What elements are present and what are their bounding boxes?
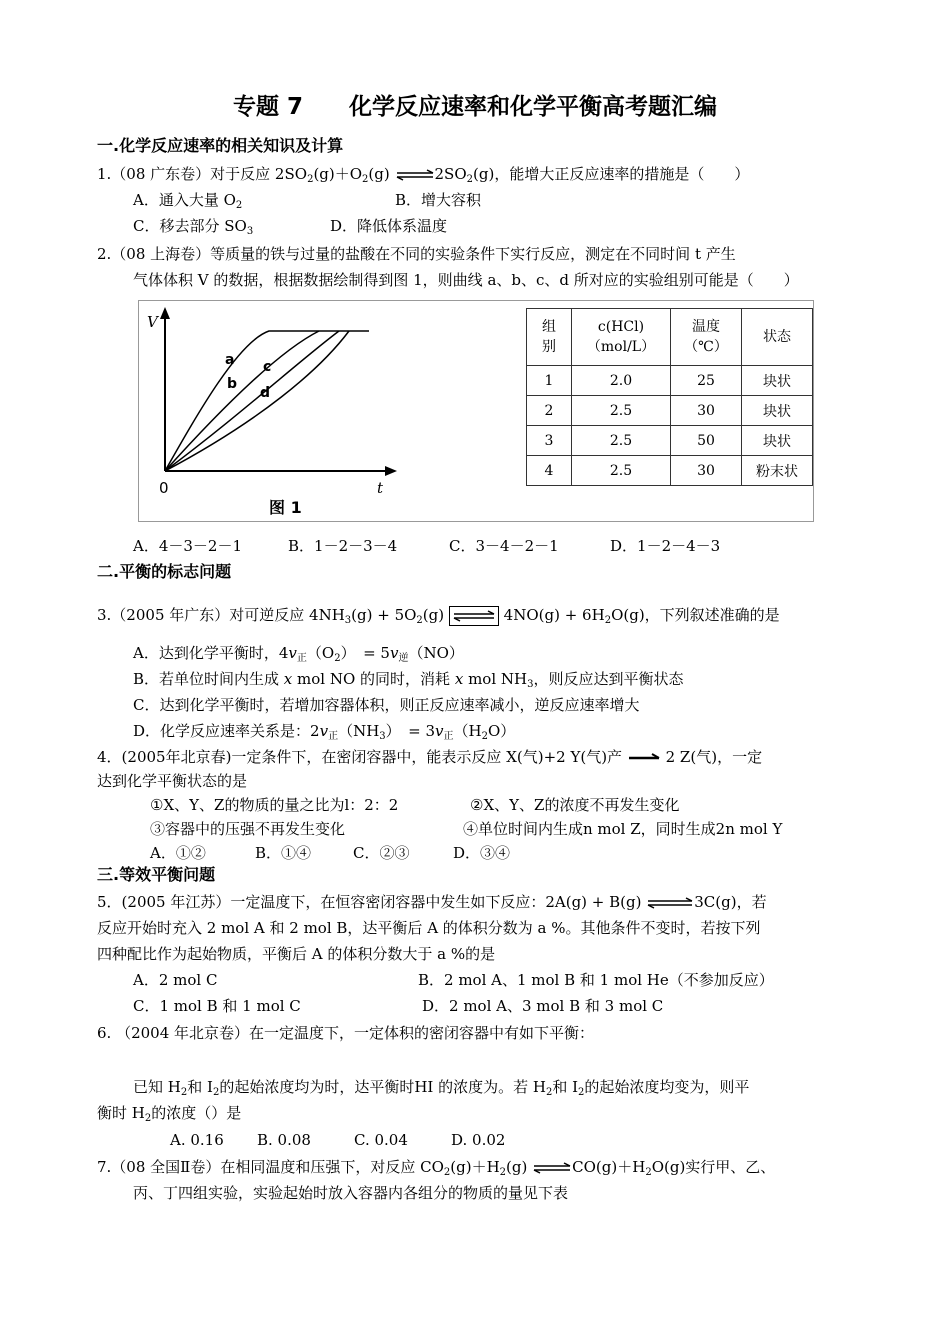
table-cell: 2 [527,396,572,426]
question-6-option-a: A. 0.16 [170,1131,224,1149]
question-3-option-b: B．若单位时间内生成 x mol NO 的同时，消耗 x mol $NH_3$，则反应达到平衡状态 [133,670,684,690]
curve-label-c: c [263,359,272,375]
question-1-stem: 1.（08 广东卷）对于反应 $2SO_2(g)+O_2(g)$ $2SO_2(g)$，能增大正反应速率的措施是（ ） [97,165,750,185]
equilibrium-arrow-icon [449,606,499,626]
table-header-temp: 温度 （℃） [671,309,742,366]
question-5-stem: 5．(2005 年江苏）一定温度下，在恒容密闭容器中发生如下反应：2A(g) + B(g) 3C(g)，若 [97,893,767,911]
question-6-option-b: B. 0.08 [257,1131,311,1149]
question-4-line-2: 达到化学平衡状态的是 [97,772,248,790]
question-2-line-1: 2.（08 上海卷）等质量的铁与过量的盐酸在不同的实验条件下实行反应，测定在不同时间 t 产生 [97,245,736,263]
equilibrium-arrow-icon [646,897,694,909]
question-4-stem: 4．(2005年北京春)一定条件下，在密闭容器中，能表示反应 X(气)+2 Y(气)产 2 Z(气)，一定 [97,748,763,766]
table-cell: 2.5 [572,456,671,486]
table-cell: 30 [671,396,742,426]
table-cell: 30 [671,456,742,486]
table-cell: 3 [527,426,572,456]
curve-c [165,331,339,471]
question-5-option-a: A．2 mol C [133,971,218,989]
question-6-line-1: 6. （2004 年北京卷）在一定温度下，一定体积的密闭容器中有如下平衡： [97,1024,595,1042]
curve-label-d: d [260,385,271,401]
question-2-line-2: 气体体积 V 的数据，根据数据绘制得到图 1，则曲线 a、b、c、d 所对应的实验组别可能是（ ） [133,271,799,289]
table-cell: 块状 [742,366,813,396]
question-3-option-a: A．达到化学平衡时，$4v_正(O_2)$ = $5v_逆(NO)$ [133,644,464,664]
question-7-line-2: 丙、丁四组实验，实验起始时放入容器内各组分的物质的量见下表 [133,1184,569,1202]
figure-1 [138,300,814,522]
question-4-option-c: C．②③ [353,844,410,862]
table-cell: 2.5 [572,396,671,426]
question-4-choice-1: ①X、Y、Z的物质的量之比为l：2：2 [150,796,399,814]
table-cell: 25 [671,366,742,396]
table-header-group: 组 别 [527,309,572,366]
question-5-line-2: 反应开始时充入 2 mol A 和 2 mol B，达平衡后 A 的体积分数为 a %。其他条件不变时，若按下列 [97,919,761,937]
question-4-option-d: D．③④ [453,844,511,862]
question-6-option-d: D. 0.02 [451,1131,506,1149]
question-1-option-d: D．降低体系温度 [330,217,448,235]
table-cell: 块状 [742,396,813,426]
question-4-option-a: A．①② [150,844,206,862]
question-6-option-c: C. 0.04 [354,1131,408,1149]
experiment-table [526,308,813,486]
question-6-line-3: 衡时 $H_2$的浓度（）是 [97,1104,242,1124]
page-title: 专题 7 化学反应速率和化学平衡高考题汇编 [232,94,717,120]
question-1-option-c: C．移去部分 $SO_3$ [133,217,254,237]
table-cell: 50 [671,426,742,456]
question-4-choice-2: ②X、Y、Z的浓度不再发生变化 [470,796,680,814]
curve-label-a: a [225,352,235,368]
question-6-line-2: 已知 $H_2$和 $I_2$的起始浓度均为时，达平衡时HI 的浓度为。若 $H_2$和 $I_2$的起始浓度均变为，则平 [133,1078,750,1098]
table-cell: 粉末状 [742,456,813,486]
question-7-stem: 7.（08 全国Ⅱ卷）在相同温度和压强下，对反应 $CO_2(g)+H_2(g)$ $CO(g)+H_2O(g)$实行甲、乙、 [97,1158,776,1178]
reaction-arrow-icon [627,752,661,764]
question-5-option-d: D．2 mol A、3 mol B 和 3 mol C [422,997,664,1015]
curve-a [165,331,369,471]
question-3-option-c: C．达到化学平衡时，若增加容器体积，则正反应速率减小，逆反应速率增大 [133,696,640,714]
question-5-option-c: C．1 mol B 和 1 mol C [133,997,301,1015]
x-axis-label: t [377,479,384,497]
table-header-state: 状态 [742,309,813,366]
figure-caption: 图 1 [269,498,302,517]
question-4-choice-3: ③容器中的压强不再发生变化 [150,820,346,838]
table-cell: 4 [527,456,572,486]
question-1-option-b: B．增大容积 [395,191,482,209]
table-cell: 块状 [742,426,813,456]
question-4-choice-4: ④单位时间内生成n mol Z，同时生成2n mol Y [463,820,783,838]
table-row [527,396,813,426]
section-heading-2: 二.平衡的标志问题 [97,562,232,581]
question-5-option-b: B．2 mol A、1 mol B 和 1 mol He（不参加反应） [418,971,774,989]
origin-label: 0 [159,479,169,497]
question-4-option-b: B．①④ [255,844,312,862]
table-row [527,366,813,396]
section-heading-3: 三.等效平衡问题 [97,865,216,884]
question-2-option-c: C．3－4－2－1 [449,537,559,555]
section-heading-1: 一.化学反应速率的相关知识及计算 [97,136,344,155]
equilibrium-arrow-icon [532,1162,572,1174]
question-2-option-a: A．4－3－2－1 [133,537,243,555]
equilibrium-arrow-icon [395,169,435,181]
curve-label-b: b [227,376,238,392]
table-cell: 1 [527,366,572,396]
table-row [527,426,813,456]
table-row [527,456,813,486]
table-header-hcl: c(HCl) （mol/L） [572,309,671,366]
question-1-option-a: A．通入大量 $O_2$ [133,191,243,211]
question-3-stem: 3.（2005 年广东）对可逆反应 $4NH_3(g) + 5O_2(g)$ $4NO(g) + 6H_2O(g)$，下列叙述准确的是 [97,606,780,626]
question-3-option-d: D．化学反应速率关系是：$2v_正(NH_3)$ = $3v_正(H_2O)$ [133,722,516,742]
table-cell: 2.0 [572,366,671,396]
table-cell: 2.5 [572,426,671,456]
y-axis-label: V [147,313,158,331]
question-2-option-d: D．1－2－4－3 [610,537,721,555]
graph-volume-time [139,301,519,521]
question-5-line-3: 四种配比作为起始物质，平衡后 A 的体积分数大于 a %的是 [97,945,496,963]
question-2-option-b: B．1－2－3－4 [288,537,398,555]
